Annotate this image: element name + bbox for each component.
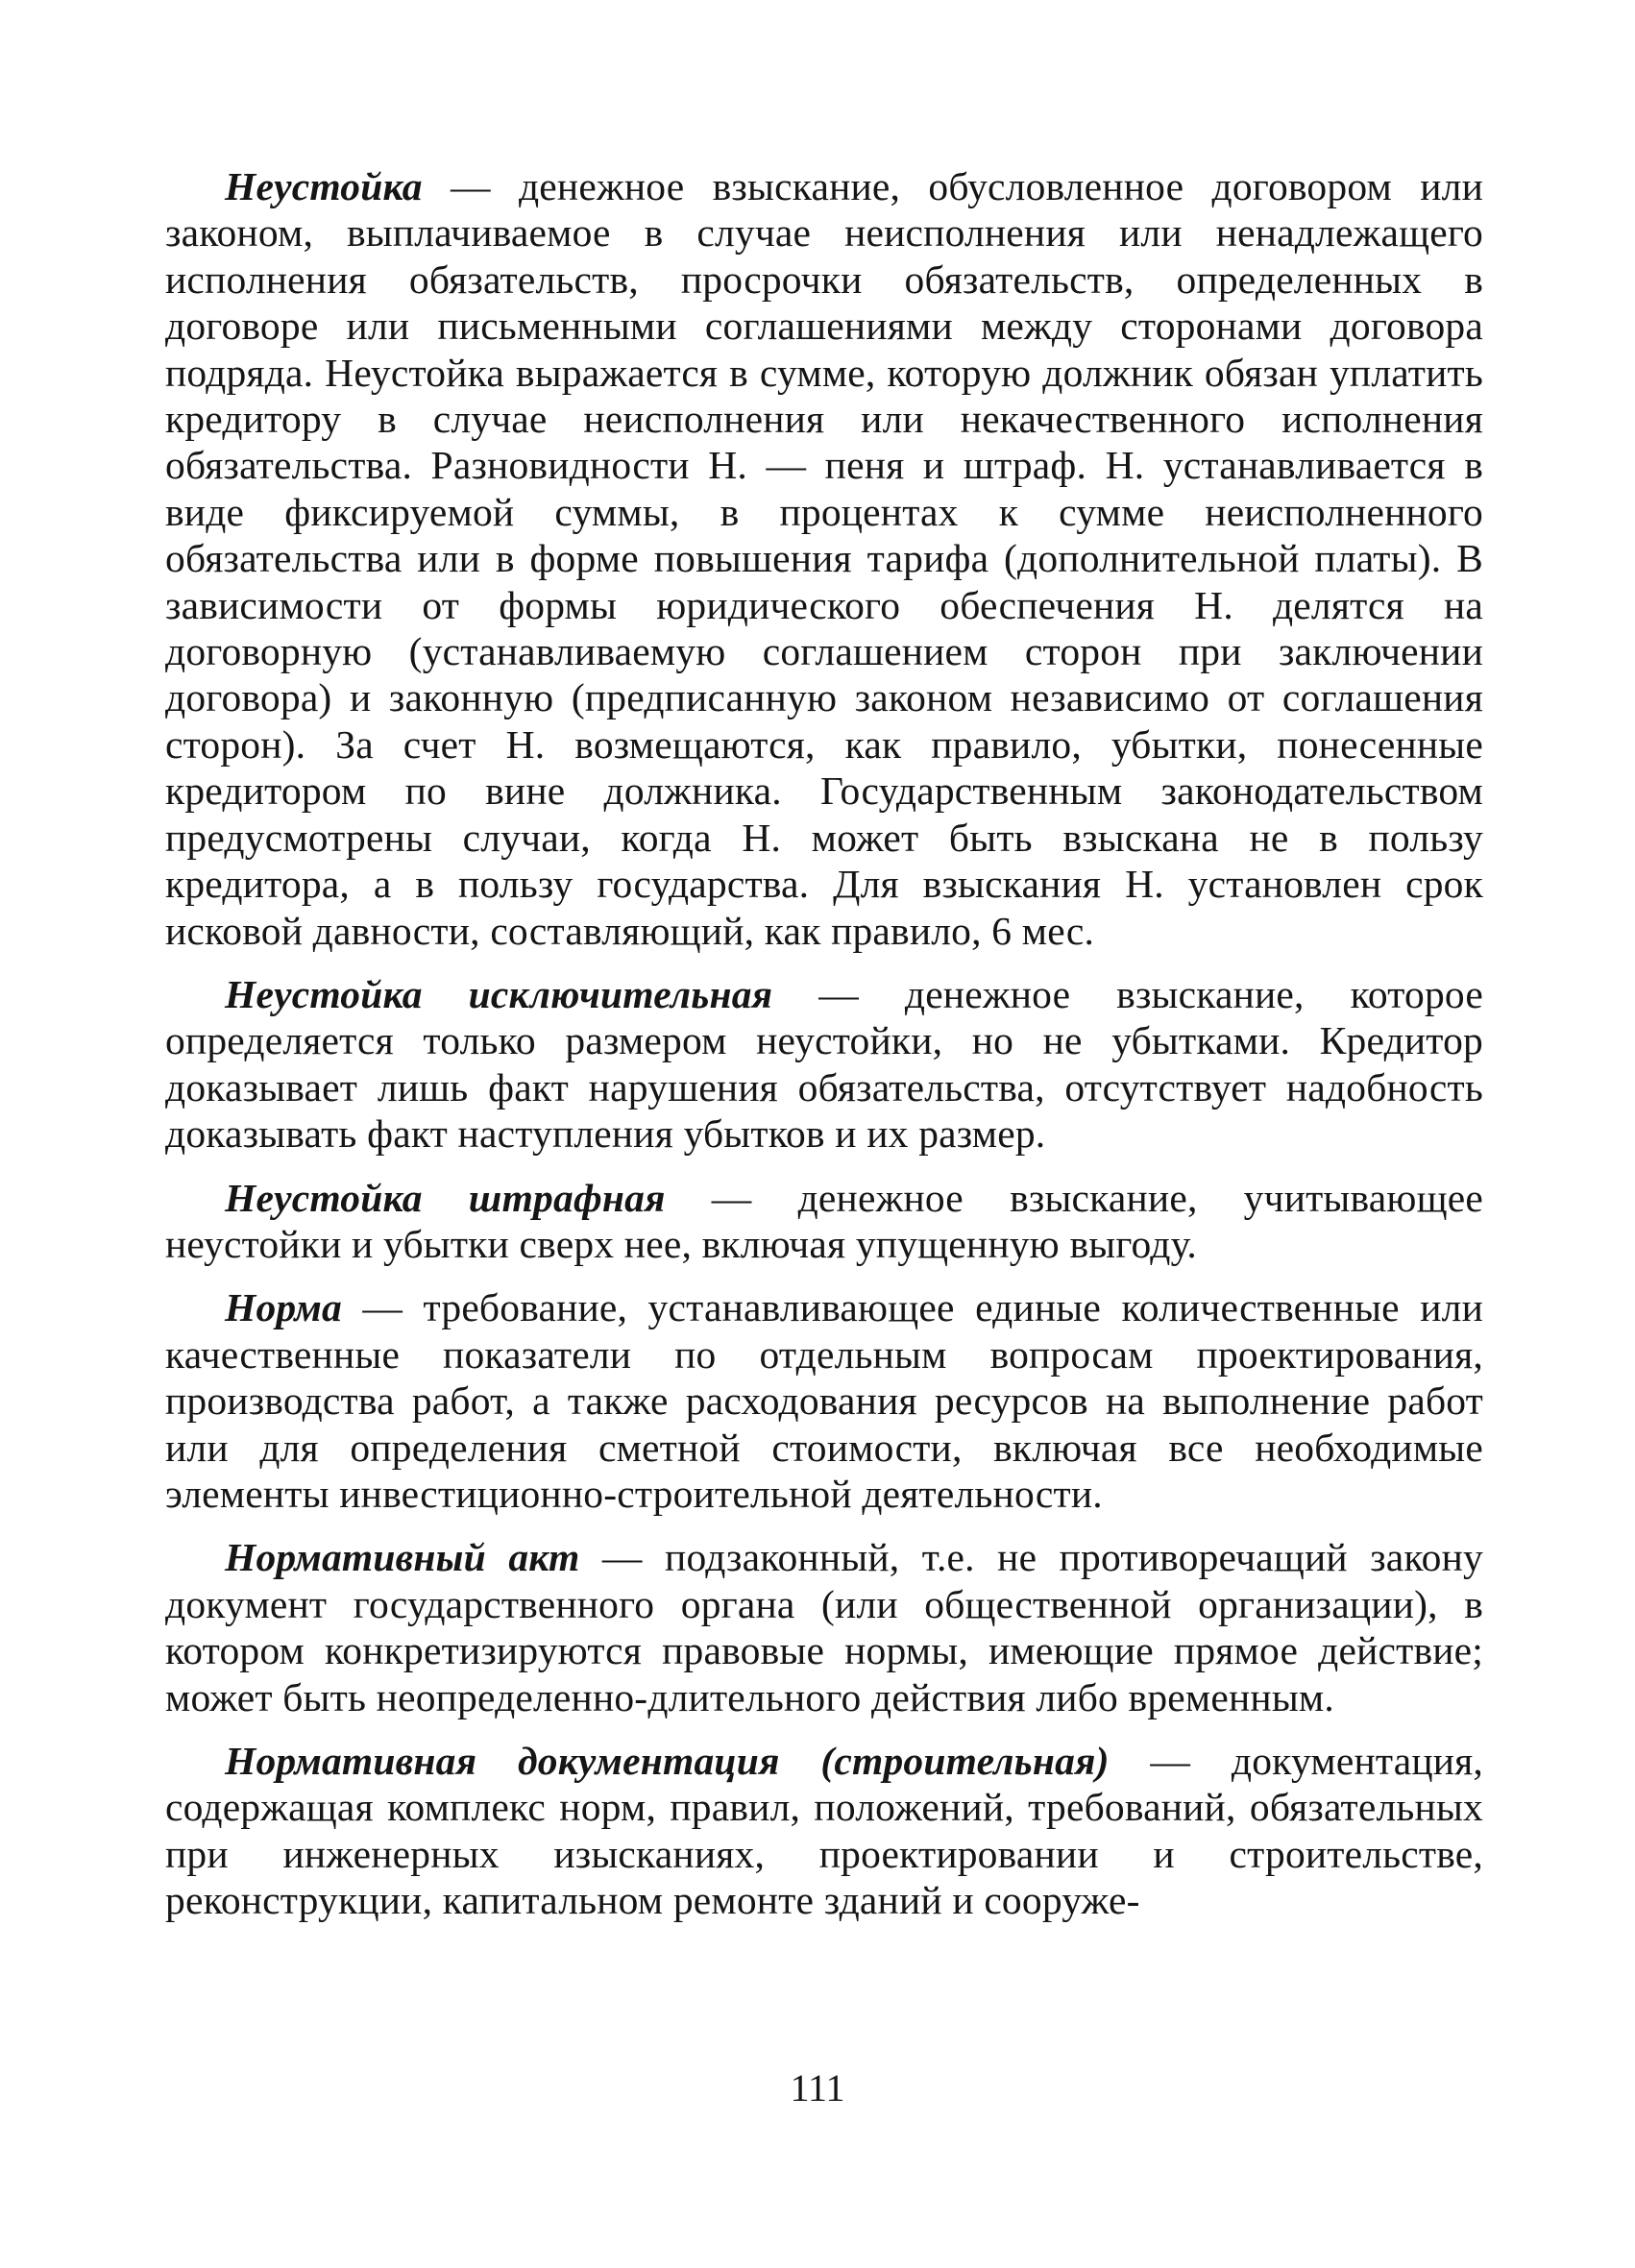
page-number: 111 — [790, 2066, 845, 2109]
entry-normativny-akt — [165, 1534, 1483, 1720]
entry-term: Норма — [225, 1285, 342, 1330]
entry-term: Нормативная документация (строительная) — [225, 1739, 1110, 1783]
entry-definition: — денежное взыскание, учитывающее неустойки и убытки сверх нее, включая упущенную выгоду. — [165, 1175, 1483, 1266]
entry-term: Нормативный акт — [225, 1535, 580, 1580]
entry-norma — [165, 1284, 1483, 1517]
entry-definition: — подзаконный, т.е. не противоречащий закону документ государственного органа (или общественной организации), в котором конкретизируются правовые нормы, имеющие прямое действие; может быть неопределенно-длительного действия либо временным. — [165, 1535, 1483, 1719]
entry-definition: — документация, содержащая комплекс норм, правил, положений, требований, обязательных при инженерных изысканиях, проектировании и строительстве, реконструкции, капитальном ремонте зданий и сооруже- — [165, 1739, 1483, 1923]
entry-term: Неустойка — [225, 164, 423, 208]
entry-normativnaya-dokumentatsiya — [165, 1738, 1483, 1924]
entry-term: Неустойка штрафная — [225, 1175, 666, 1220]
page-body — [165, 163, 1483, 1941]
entry-neustoyka-isklyuchitelnaya — [165, 971, 1483, 1158]
entry-definition: — требование, устанавливающее единые количественные или качественные показатели по отдельным вопросам проектирования, производства работ, а также расходования ресурсов на выполнение работ или для определения сметной стоимости, включая все необходимые элементы инвестиционно-строительной деятельности. — [165, 1285, 1483, 1516]
entry-neustoyka — [165, 163, 1483, 954]
entry-definition: — денежное взыскание, обусловленное договором или законом, выплачиваемое в случае неисполнения или ненадлежащего исполнения обязательств, просрочки обязательств, определенных в договоре или письменными соглашениями между сторонами договора подряда. Неустойка выражается в сумме, которую должник обязан уплатить кредитору в случае неисполнения или некачественного исполнения обязательства. Разновидности Н. — пеня и штраф. Н. устанавливается в виде фиксируемой суммы, в процентах к сумме неисполненного обязательства или в форме повышения тарифа (дополнительной платы). В зависимости от формы юридического обеспечения Н. делятся на договорную (устанавливаемую соглашением сторон при заключении договора) и законную (предписанную законом независимо от соглашения сторон). За счет Н. возмещаются, как правило, убытки, понесенные кредитором по вине должника. Государственным законодательством предусмотрены случаи, когда Н. может быть взыскана не в пользу кредитора, а в пользу государства. Для взыскания Н. установлен срок исковой давности, составляющий, как правило, 6 мес. — [165, 164, 1483, 953]
entry-term: Неустойка исключительная — [225, 971, 773, 1016]
entry-neustoyka-shtrafnaya — [165, 1175, 1483, 1268]
entry-definition: — денежное взыскание, которое определяется только размером неустойки, но не убытками. Кредитор доказывает лишь факт нарушения обязательства, отсутствует надобность доказывать факт наступления убытков и их размер. — [165, 971, 1484, 1157]
